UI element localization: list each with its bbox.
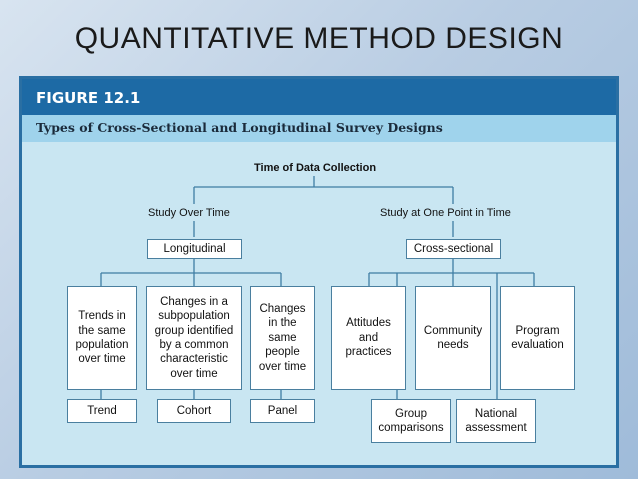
branch-label-study-one-point: Study at One Point in Time (380, 207, 511, 219)
root-label: Time of Data Collection (254, 162, 377, 174)
longitudinal-label: Longitudinal (163, 242, 226, 255)
program-evaluation-box (500, 286, 575, 390)
figure-panel (19, 76, 619, 468)
trend-description-box (67, 286, 137, 390)
community-needs-box (415, 286, 491, 390)
figure-number: FIGURE 12.1 (36, 89, 141, 107)
cross-sectional-label: Cross-sectional (413, 242, 494, 255)
cohort-label: Cohort (176, 404, 212, 417)
cohort-box (157, 399, 231, 423)
trend-box (67, 399, 137, 423)
group-comparisons-label: Group comparisons (378, 407, 444, 434)
panel-description-box (250, 286, 315, 390)
cohort-description-box (146, 286, 242, 390)
national-assessment-label: National assessment (465, 407, 527, 434)
cohort-description: Changes in a subpopulation group identified by a common characteristic over time (154, 295, 234, 380)
panel-description: Changes in the same people over time (258, 303, 307, 373)
attitudes-practices-box (331, 286, 406, 390)
attitudes-practices-label: Attitudes and practices (345, 317, 392, 359)
group-comparisons-box (371, 399, 451, 443)
figure-caption: Types of Cross-Sectional and Longitudinal Survey Designs (36, 120, 443, 135)
panel-label: Panel (267, 404, 298, 417)
community-needs-label: Community needs (423, 324, 483, 351)
cross-sectional-box (406, 239, 501, 259)
longitudinal-box (147, 239, 242, 259)
panel-box (250, 399, 315, 423)
program-evaluation-label: Program evaluation (511, 324, 564, 351)
national-assessment-box (456, 399, 536, 443)
branch-label-study-over-time: Study Over Time (148, 207, 230, 219)
slide-title: QUANTITATIVE METHOD DESIGN (74, 22, 564, 55)
trend-label: Trend (87, 404, 117, 417)
trend-description: Trends in the same population over time (75, 310, 129, 366)
